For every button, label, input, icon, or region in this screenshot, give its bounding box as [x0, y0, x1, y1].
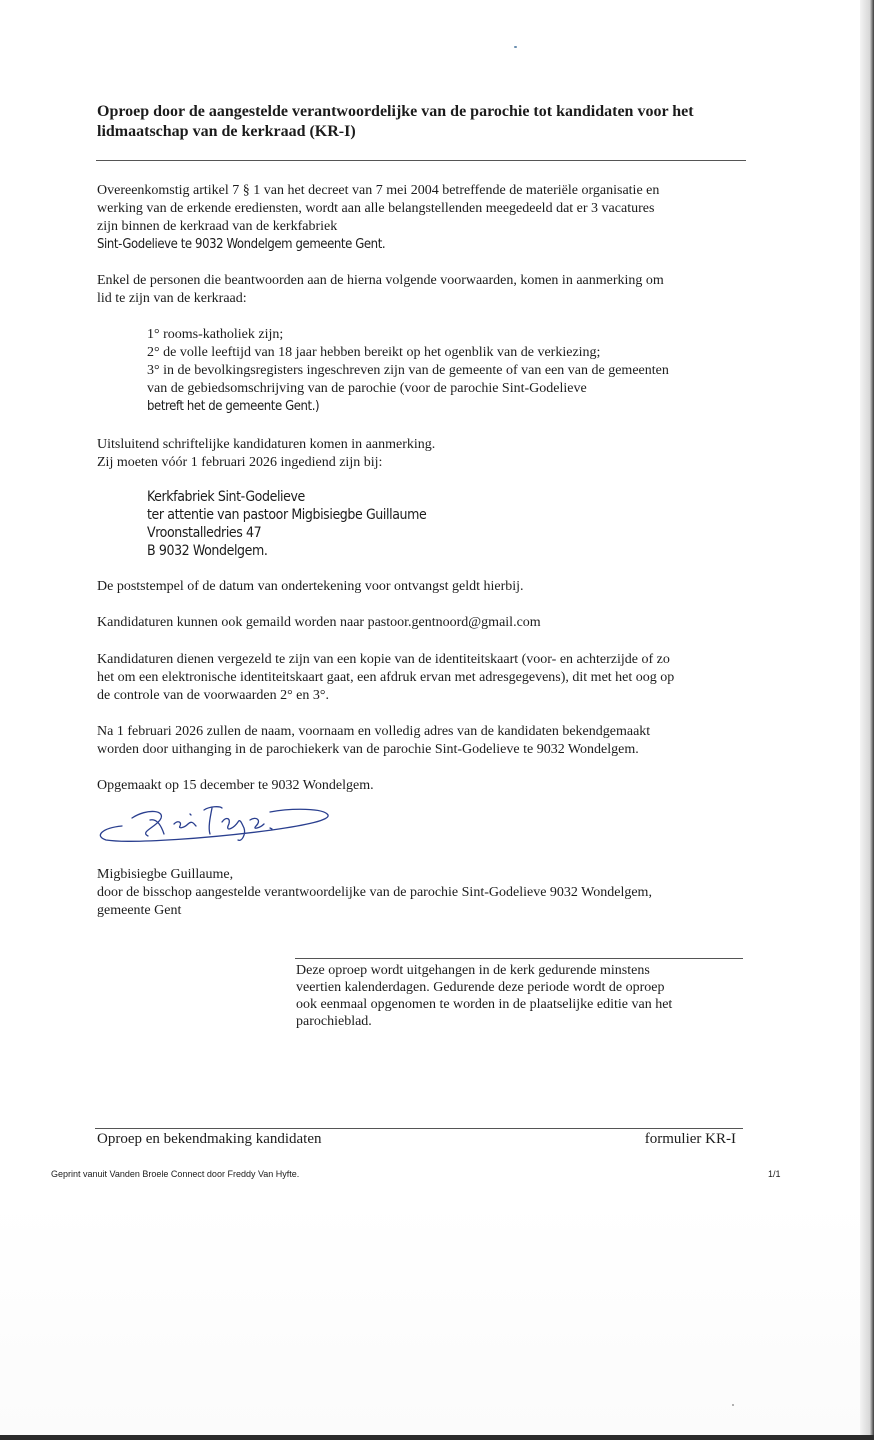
- id-requirement-paragraph: [97, 651, 747, 705]
- announce-line: Na 1 februari 2026 zullen de naam, voornaam en volledig adres van de kandidaten bekendgemaakt: [97, 724, 651, 739]
- submission-line: Zij moeten vóór 1 februari 2026 ingediend zijn bij:: [97, 455, 383, 470]
- drafted-line: Opgemaakt op 15 december te 9032 Wondelgem.: [97, 778, 374, 793]
- intro-line: zijn binnen de kerkraad van de kerkfabriek: [97, 219, 338, 234]
- scan-edge-right: [860, 0, 874, 1440]
- scan-speck: [732, 1404, 734, 1406]
- notice-line: Deze oproep wordt uitgehangen in de kerk gedurende minstens: [296, 963, 650, 978]
- postmark-line: De poststempel of de datum van ondertekening voor ontvangst geldt hierbij.: [97, 579, 524, 594]
- address-line: Kerkfabriek Sint-Godelieve: [147, 489, 305, 505]
- intro-line: Overeenkomstig artikel 7 § 1 van het decreet van 7 mei 2004 betreffende de materiële organisatie en: [97, 183, 660, 198]
- conditions-intro-paragraph: [97, 272, 747, 308]
- announcement-paragraph: [97, 723, 747, 759]
- footer-divider: [95, 1128, 743, 1129]
- address-block: [147, 488, 426, 560]
- drafted-paragraph: [97, 777, 747, 795]
- handwritten-signature: [92, 798, 342, 848]
- blank-page-area: [0, 1200, 860, 1435]
- condition-item: 2° de volle leeftijd van 18 jaar hebben bereikt op het ogenblik van de verkiezing;: [147, 345, 601, 360]
- conditions-intro-line: lid te zijn van de kerkraad:: [97, 291, 247, 306]
- notice-box: [296, 962, 736, 1030]
- condition-item: 3° in de bevolkingsregisters ingeschreven zijn van de gemeente of van een van de gemeenten: [147, 363, 669, 378]
- title-divider: [96, 160, 746, 161]
- print-note: Geprint vanuit Vanden Broele Connect door Freddy Van Hyfte.: [51, 1169, 300, 1179]
- address-line: Vroonstalledries 47: [147, 525, 262, 541]
- id-line: het om een elektronische identiteitskaart gaat, een afdruk ervan met adresgegevens), dit met het oog op: [97, 670, 675, 685]
- title-line: lidmaatschap van de kerkraad (KR-I): [97, 123, 356, 140]
- signer-role: door de bisschop aangestelde verantwoordelijke van de parochie Sint-Godelieve 9032 Wondelgem,: [97, 885, 652, 900]
- notice-divider: [295, 958, 743, 959]
- footer-form-code: formulier KR-I: [644, 1131, 736, 1147]
- id-line: Kandidaturen dienen vergezeld te zijn van een kopie van de identiteitskaart (voor- en achterzijde of zo: [97, 652, 670, 667]
- address-line: ter attentie van pastoor Migbisiegbe Guillaume: [147, 507, 427, 523]
- submission-paragraph: [97, 436, 747, 472]
- page-number: 1/1: [768, 1169, 781, 1179]
- condition-item: betreft het de gemeente Gent.): [147, 399, 320, 414]
- notice-line: ook eenmaal opgenomen te worden in de plaatselijke editie van het: [296, 997, 673, 1012]
- postmark-paragraph: [97, 578, 747, 596]
- notice-line: parochieblad.: [296, 1014, 372, 1029]
- email-line: Kandidaturen kunnen ook gemaild worden naar pastoor.gentnoord@gmail.com: [97, 615, 541, 630]
- conditions-intro-line: Enkel de personen die beantwoorden aan de hierna volgende voorwaarden, komen in aanmerking om: [97, 273, 664, 288]
- submission-line: Uitsluitend schriftelijke kandidaturen komen in aanmerking.: [97, 437, 436, 452]
- signer-municipality: gemeente Gent: [97, 903, 182, 918]
- signer-name: Migbisiegbe Guillaume,: [97, 867, 234, 882]
- condition-item: 1° rooms-katholiek zijn;: [147, 327, 284, 342]
- scan-speck: [514, 46, 517, 48]
- id-line: de controle van de voorwaarden 2° en 3°.: [97, 688, 329, 703]
- intro-paragraph: [97, 182, 747, 254]
- scan-edge-bottom: [0, 1435, 874, 1440]
- condition-item: van de gebiedsomschrijving van de parochie (voor de parochie Sint-Godelieve: [147, 381, 587, 396]
- title-line: Oproep door de aangestelde verantwoordelijke van de parochie tot kandidaten voor het: [97, 103, 694, 120]
- intro-line: werking van de erkende erediensten, wordt aan alle belangstellenden meegedeeld dat er 3 vacatures: [97, 201, 655, 216]
- email-paragraph: [97, 614, 747, 632]
- announce-line: worden door uithanging in de parochiekerk van de parochie Sint-Godelieve te 9032 Wondelgem.: [97, 742, 639, 757]
- notice-line: veertien kalenderdagen. Gedurende deze periode wordt de oproep: [296, 980, 665, 995]
- conditions-list: [147, 326, 669, 416]
- document-title: [97, 102, 757, 142]
- intro-line: Sint-Godelieve te 9032 Wondelgem gemeente Gent.: [97, 237, 386, 252]
- signer-block: [97, 866, 747, 920]
- footer-form-title: Oproep en bekendmaking kandidaten: [97, 1131, 322, 1147]
- address-line: B 9032 Wondelgem.: [147, 543, 268, 559]
